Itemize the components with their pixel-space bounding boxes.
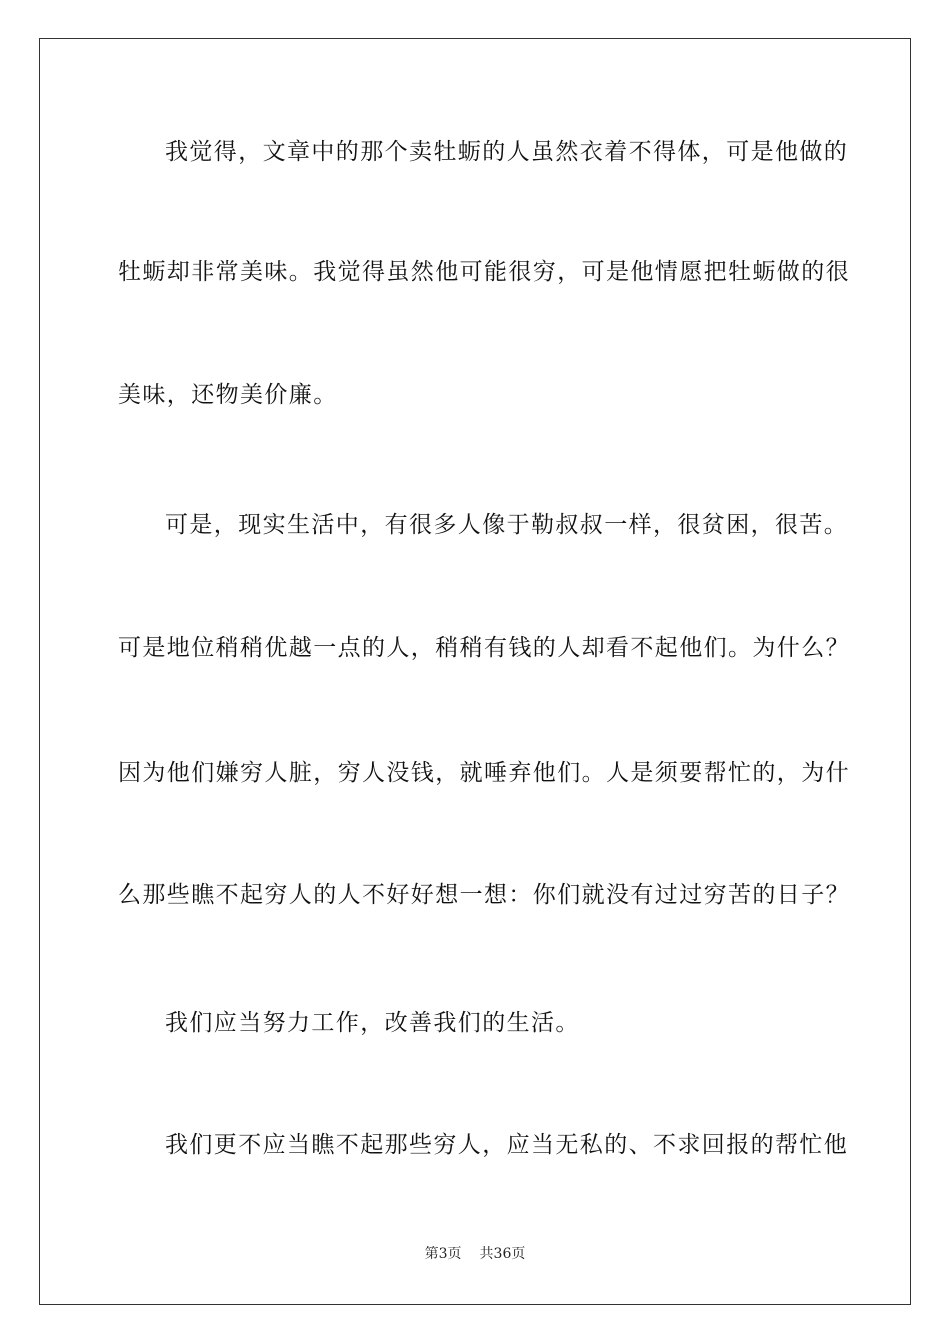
text-line: 可是地位稍稍优越一点的人，稍稍有钱的人却看不起他们。为什么？ bbox=[118, 635, 850, 661]
page-number-total: 共36页 bbox=[479, 1246, 526, 1262]
text-line: 因为他们嫌穷人脏，穷人没钱，就唾弃他们。人是须要帮忙的，为什 bbox=[118, 760, 850, 786]
page-number-current: 第3页 bbox=[424, 1246, 462, 1262]
text-line: 我们应当努力工作，改善我们的生活。 bbox=[165, 1010, 580, 1036]
text-line: 我们更不应当瞧不起那些穷人，应当无私的、不求回报的帮忙他 bbox=[165, 1132, 849, 1158]
page-frame bbox=[39, 38, 911, 1305]
text-line: 牡蛎却非常美味。我觉得虽然他可能很穷，可是他情愿把牡蛎做的很 bbox=[118, 259, 850, 285]
text-line: 美味，还物美价廉。 bbox=[118, 382, 338, 408]
text-line: 我觉得，文章中的那个卖牡蛎的人虽然衣着不得体，可是他做的 bbox=[165, 139, 849, 165]
text-line: 可是，现实生活中，有很多人像于勒叔叔一样，很贫困，很苦。 bbox=[165, 512, 849, 538]
page-footer bbox=[0, 1245, 950, 1263]
text-line: 么那些瞧不起穷人的人不好好想一想：你们就没有过过穷苦的日子？ bbox=[118, 882, 850, 908]
